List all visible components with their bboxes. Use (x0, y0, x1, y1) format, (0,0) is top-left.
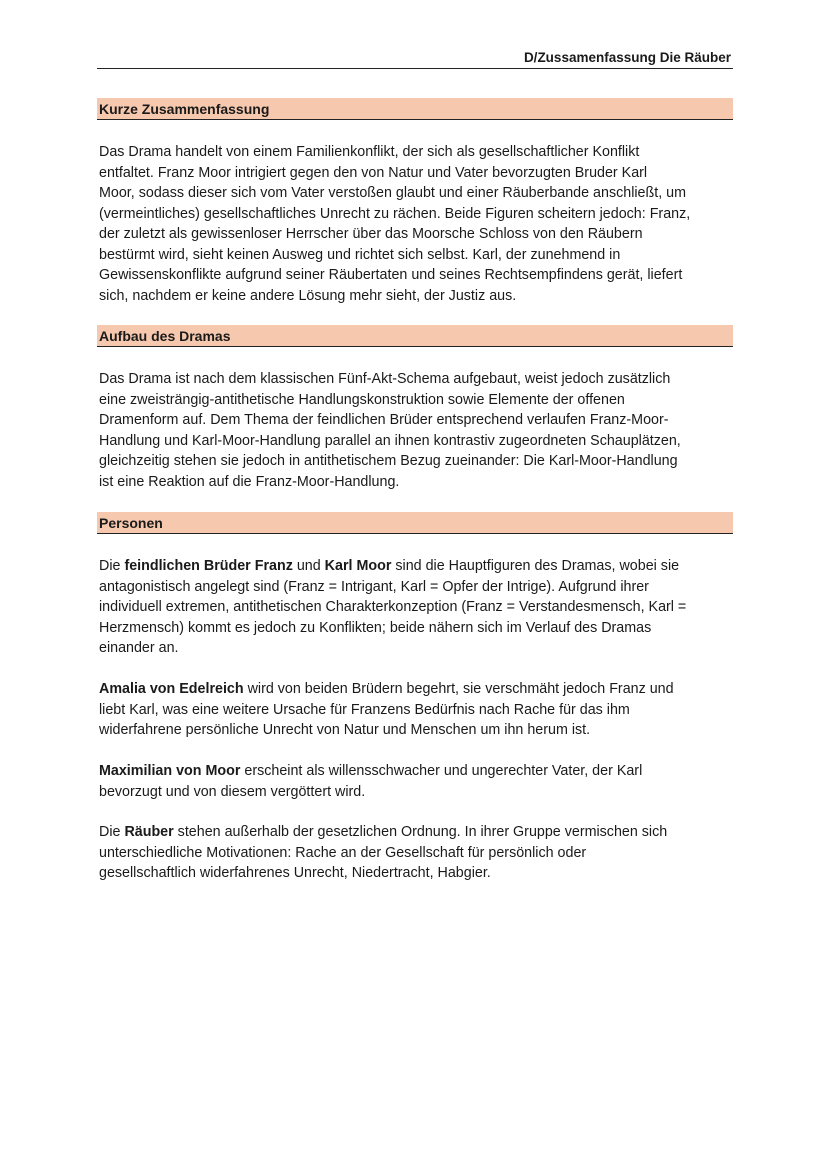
text-run: Die (99, 824, 125, 840)
raeuber-paragraph (99, 822, 733, 884)
paragraph-line: der zuletzt als gewissenloser Herrscher über das Moorsche Schloss von den Räubern (99, 226, 643, 242)
paragraph-line: widerfahrene persönliche Unrecht von Natur und Menschen um ihn herum ist. (99, 722, 591, 738)
section-heading-kurze-zusammenfassung (97, 98, 733, 120)
paragraph-line: liebt Karl, was eine weitere Ursache für Franzens Bedürfnis nach Rache für das ihm (99, 701, 630, 718)
section-heading-label: Personen (99, 515, 163, 531)
paragraph-line: Gewissenskonflikte aufgrund seiner Räubertaten und seines Rechtsempfindens gerät, liefert (99, 267, 683, 283)
paragraph-line: ist eine Reaktion auf die Franz-Moor-Handlung. (99, 473, 400, 490)
paragraph-line: Dramenform auf. Dem Thema der feindlichen Brüder entsprechend verlaufen Franz-Moor- (99, 412, 669, 428)
paragraph-line: Herzmensch) kommt es jedoch zu Konflikten; beide nähern sich im Verlauf des Dramas (99, 619, 652, 636)
header-rule (97, 68, 733, 69)
paragraph-line (99, 822, 733, 843)
text-run: wird von beiden Brüdern begehrt, sie verschmäht jedoch Franz und (243, 681, 674, 697)
paragraph-line: individuell extremen, antithetischen Charakterkonzeption (Franz = Verstandesmensch, Karl = (99, 599, 687, 615)
summary-paragraph (99, 142, 733, 306)
section-heading-label: Kurze Zusammenfassung (99, 101, 270, 117)
bold-term-amalia: Amalia von Edelreich (99, 681, 244, 697)
paragraph-line: gesellschaftlich widerfahrenes Unrecht, Niedertracht, Habgier. (99, 865, 491, 881)
paragraph-line: antagonistisch angelegt sind (Franz = Intrigant, Karl = Opfer der Intrige). Aufgrund ihrer (99, 578, 649, 595)
paragraph-line: entfaltet. Franz Moor intrigiert gegen den von Natur und Vater bevorzugten Bruder Karl (99, 164, 648, 181)
bold-term-feindliche-brueder: feindlichen Brüder Franz (124, 558, 293, 574)
text-run: sind die Hauptfiguren des Dramas, wobei sie (391, 558, 680, 574)
paragraph-line: eine zweisträngig-antithetische Handlungskonstruktion sowie Elemente der offenen (99, 391, 625, 408)
paragraph-line: Handlung und Karl-Moor-Handlung parallel an ihnen kontrastiv zugeordneten Schauplätzen, (99, 432, 681, 449)
section-heading-aufbau (97, 325, 733, 347)
paragraph-line: unterschiedliche Motivationen: Rache an der Gesellschaft für persönlich oder (99, 844, 587, 861)
paragraph-line: bestürmt wird, sieht keinen Ausweg und richtet sich selbst. Karl, der zunehmend in (99, 246, 621, 263)
paragraph-line: gleichzeitig stehen sie jedoch in antithetischem Bezug zueinander: Die Karl-Moor-Handlung (99, 453, 678, 469)
paragraph-line: bevorzugt und von diesem vergöttert wird. (99, 783, 366, 800)
section-heading-personen (97, 512, 733, 534)
paragraph-line: einander an. (99, 640, 179, 656)
paragraph-line: Das Drama handelt von einem Familienkonflikt, der sich als gesellschaftlicher Konflikt (99, 144, 640, 160)
text-run: Die (99, 558, 125, 574)
paragraph-line: Das Drama ist nach dem klassischen Fünf-Akt-Schema aufgebaut, weist jedoch zusätzlich (99, 371, 671, 387)
paragraph-line (99, 556, 733, 577)
paragraph-line: Moor, sodass dieser sich vom Vater verstoßen glaubt und einer Räuberbande anschließt, um (99, 185, 687, 201)
brothers-paragraph (99, 556, 733, 659)
paragraph-line: (vermeintliches) gesellschaftliches Unrecht zu rächen. Beide Figuren scheitern jedoch: Franz, (99, 205, 691, 222)
text-run: stehen außerhalb der gesetzlichen Ordnung. In ihrer Gruppe vermischen sich (173, 824, 668, 840)
amalia-paragraph (99, 679, 733, 741)
structure-paragraph (99, 369, 733, 492)
section-heading-label: Aufbau des Dramas (99, 328, 231, 344)
paragraph-line (99, 761, 733, 782)
bold-term-raeuber: Räuber (124, 824, 174, 840)
text-run: erscheint als willensschwacher und ungerechter Vater, der Karl (240, 763, 643, 779)
maximilian-paragraph (99, 761, 733, 802)
page-header-title: D/Zussamenfassung Die Räuber (523, 50, 731, 65)
paragraph-line (99, 679, 733, 700)
bold-term-maximilian: Maximilian von Moor (99, 763, 241, 779)
text-run: und (292, 558, 325, 574)
paragraph-line: sich, nachdem er keine andere Lösung mehr sieht, der Justiz aus. (99, 287, 517, 304)
bold-term-karl-moor: Karl Moor (324, 558, 392, 574)
